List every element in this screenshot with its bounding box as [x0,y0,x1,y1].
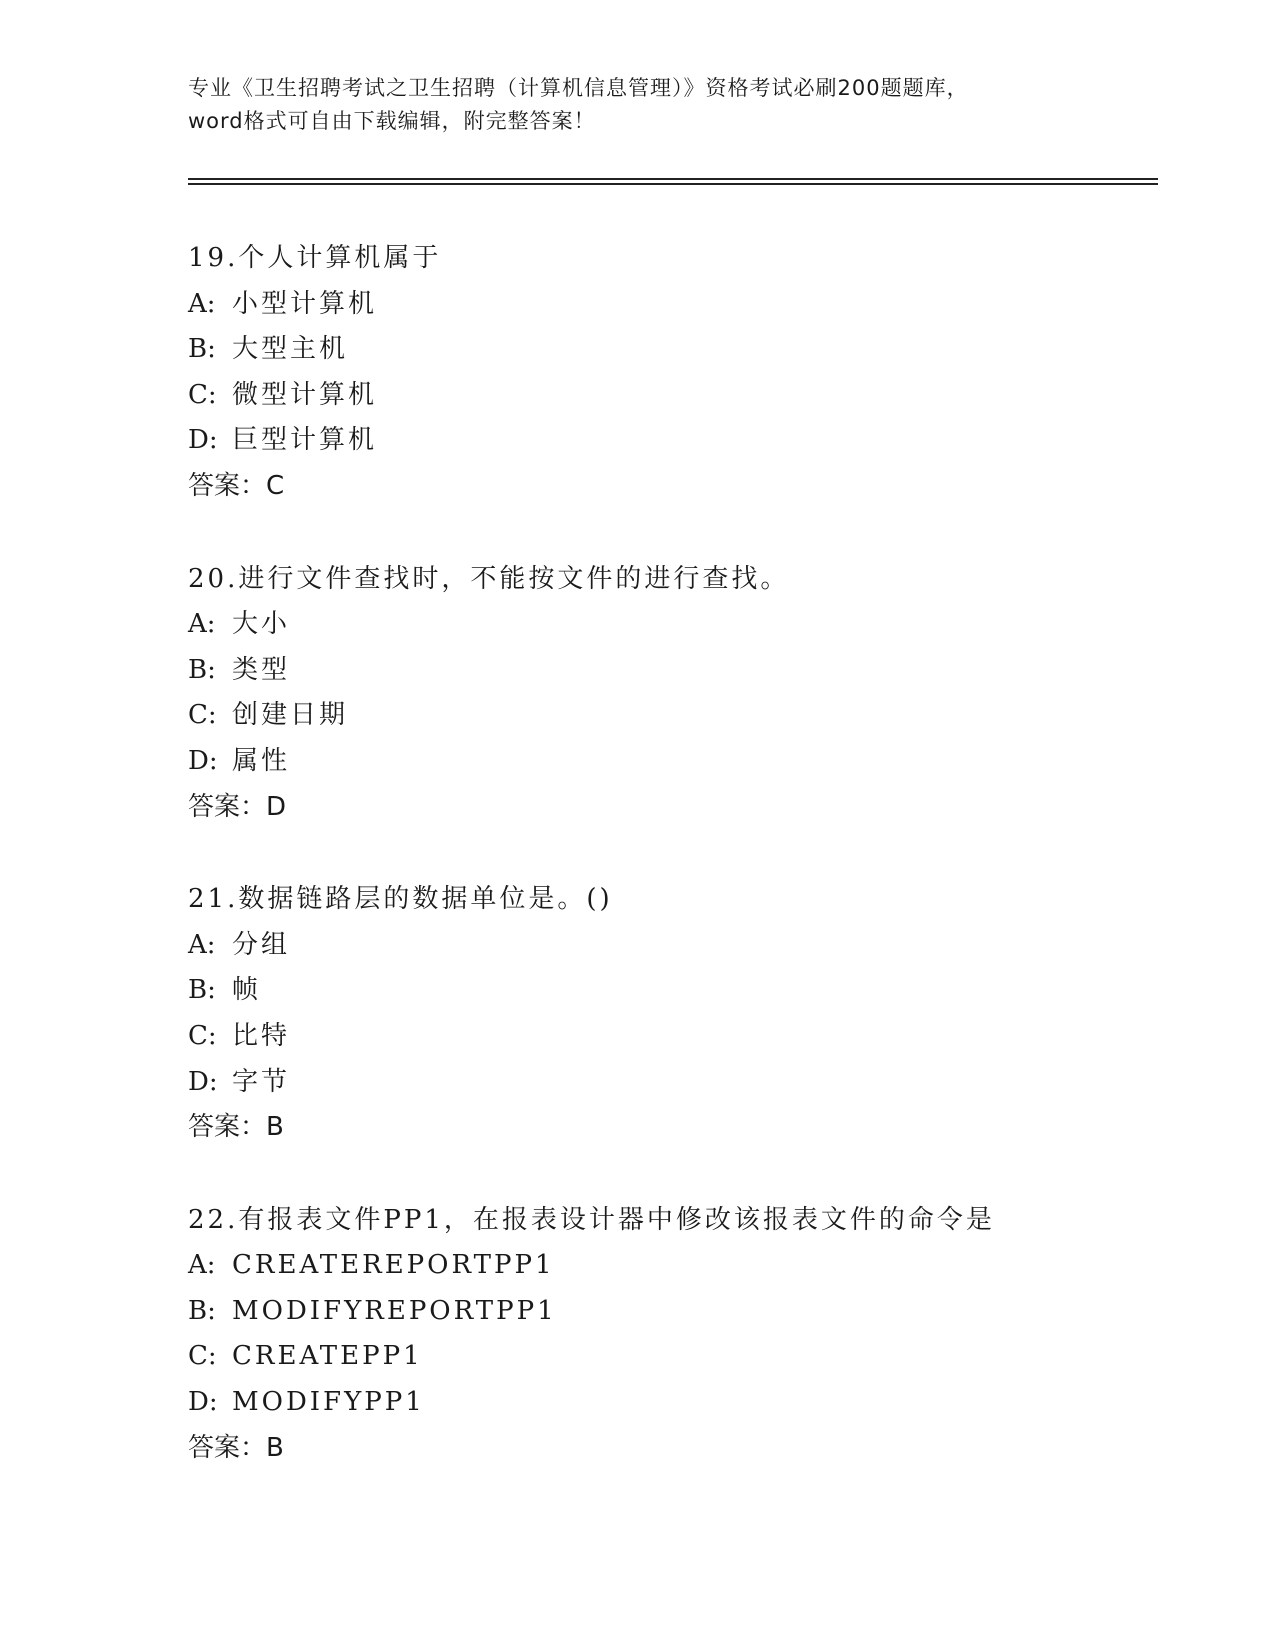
option-key: B: [188,334,216,365]
option-text: MODIFYPP1 [232,1387,425,1418]
option-key: A: [188,929,216,960]
option-key: D: [188,745,218,776]
question-21 [188,877,1188,1151]
question-list [188,236,1188,1518]
option-a [188,1243,1188,1289]
option-c [188,1014,1188,1060]
option-key: C: [188,1020,217,1051]
document-header [188,72,1088,138]
option-text: 帧 [232,975,262,1006]
answer-line: 答案：D [188,791,287,822]
option-b [188,327,1188,373]
option-a [188,282,1188,328]
option-text: MODIFYREPORTPP1 [232,1295,557,1326]
question-stem: 20.进行文件查找时，不能按文件的进行查找。 [188,563,790,594]
option-text: 属性 [232,745,291,776]
header-divider-top [188,178,1158,180]
option-c [188,693,1188,739]
option-d [188,418,1188,464]
option-text: 创建日期 [232,700,349,731]
option-text: 微型计算机 [232,379,378,410]
question-stem: 19.个人计算机属于 [188,243,442,273]
option-key: A: [188,609,216,640]
option-key: D: [188,1066,218,1097]
option-text: 大型主机 [232,334,349,365]
option-text: 类型 [232,654,291,685]
option-text: 巨型计算机 [232,425,378,456]
option-a [188,923,1188,969]
option-key: B: [188,975,216,1006]
option-key: C: [188,379,217,410]
question-stem: 21.数据链路层的数据单位是。() [188,884,613,915]
answer-line: 答案：B [188,1112,284,1143]
option-d [188,1380,1188,1426]
option-a [188,602,1188,648]
answer-line: 答案：B [188,1432,284,1463]
option-key: C: [188,1341,217,1372]
answer-line: 答案：C [188,470,285,501]
option-text: 小型计算机 [232,288,378,319]
option-key: D: [188,425,218,456]
header-title-line-2: word格式可自由下载编辑，附完整答案！ [188,109,596,133]
option-key: D: [188,1387,218,1418]
option-c [188,373,1188,419]
option-key: B: [188,654,216,685]
question-stem: 22.有报表文件PP1，在报表设计器中修改该报表文件的命令是 [188,1204,995,1235]
option-b [188,1289,1188,1335]
option-text: CREATEPP1 [232,1341,423,1372]
option-key: B: [188,1295,216,1326]
option-b [188,968,1188,1014]
question-22 [188,1198,1188,1472]
header-divider-bottom [188,183,1158,185]
option-text: 分组 [232,929,291,960]
option-key: A: [188,288,216,319]
option-text: 大小 [232,609,291,640]
option-c [188,1334,1188,1380]
option-text: 比特 [232,1020,291,1051]
question-20 [188,557,1188,831]
option-text: CREATEREPORTPP1 [232,1250,555,1281]
header-title-line-1: 专业《卫生招聘考试之卫生招聘（计算机信息管理）》资格考试必刷200题题库， [188,76,969,100]
option-key: C: [188,700,217,731]
option-key: A: [188,1250,216,1281]
question-19 [188,236,1188,510]
option-b [188,648,1188,694]
option-d [188,739,1188,785]
option-text: 字节 [232,1066,291,1097]
option-d [188,1060,1188,1106]
